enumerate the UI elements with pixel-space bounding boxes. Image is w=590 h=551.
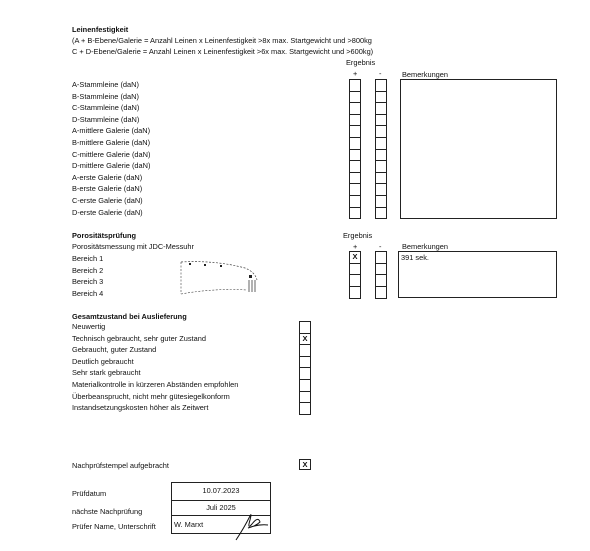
leinen-item: C-Stammleine (daN) [72, 103, 140, 113]
gesamt-item: Instandsetzungskosten höher als Zeitwert [72, 403, 209, 413]
poros-item: Bereich 1 [72, 254, 104, 263]
poros-plus-label: + [353, 242, 358, 251]
gesamt-item: Gebraucht, guter Zustand [72, 345, 157, 355]
leinen-item: B-mittlere Galerie (daN) [72, 138, 151, 147]
pruefdatum-value: 10.07.2023 [202, 486, 240, 495]
pruefdatum-field[interactable] [171, 482, 271, 501]
leinen-item: C-erste Galerie (daN) [72, 196, 143, 205]
leinen-rule-2: C + D-Ebene/Galerie = Anzahl Leinen x Leinenfestigkeit >6x max. Startgewicht und >600kg) [72, 47, 374, 56]
gesamt-item: Technisch gebraucht, sehr guter Zustand [72, 333, 206, 343]
leinen-minus-label: - [379, 69, 382, 78]
leinen-title: Leinenfestigkeit [72, 25, 129, 34]
leinen-minus-box[interactable] [375, 207, 387, 220]
stempel-label: Nachprüfstempel aufgebracht [72, 461, 169, 470]
signature-icon [228, 510, 272, 543]
leinen-plus-label: + [353, 69, 358, 78]
naechste-label: nächste Nachprüfung [72, 507, 143, 516]
gesamt-title: Gesamtzustand bei Auslieferung [72, 312, 187, 321]
pruefdatum-label: Prüfdatum [72, 489, 107, 498]
leinen-ergebnis-label: Ergebnis [346, 58, 376, 67]
poros-plus-box[interactable]: X [349, 251, 361, 264]
poros-minus-box[interactable] [375, 286, 387, 299]
wing-sketch-icon [175, 258, 265, 298]
poros-bemerkungen-label: Bemerkungen [402, 242, 449, 251]
leinen-item: B-Stammleine (daN) [72, 91, 139, 101]
leinen-item: C-mittlere Galerie (daN) [72, 149, 151, 159]
gesamt-item: Überbeansprucht, nicht mehr gütesiegelkonform [72, 391, 230, 401]
leinen-item: D-Stammleine (daN) [72, 114, 140, 124]
stempel-checkbox[interactable]: X [299, 459, 311, 470]
leinen-item: B-erste Galerie (daN) [72, 184, 143, 194]
leinen-item: A-erste Galerie (daN) [72, 172, 143, 182]
leinen-rule-1: (A + B-Ebene/Galerie = Anzahl Leinen x Leinenfestigkeit >8x max. Startgewicht und >800kg [72, 36, 372, 45]
poros-remark: 391 sek. [401, 253, 429, 262]
gesamt-item: Deutlich gebraucht [72, 356, 134, 366]
pruefer-label: Prüfer Name, Unterschrift [72, 522, 156, 531]
leinen-plus-box[interactable] [349, 207, 361, 220]
poros-ergebnis-label: Ergebnis [343, 231, 373, 240]
leinen-item: A-mittlere Galerie (daN) [72, 126, 151, 136]
leinen-item: A-Stammleine (daN) [72, 80, 139, 89]
naechste-value: Juli 2025 [206, 503, 236, 512]
gesamt-item: Materialkontrolle in kürzeren Abständen empfohlen [72, 380, 239, 389]
poros-minus-label: - [379, 242, 382, 251]
pruefer-value: W. Marxt [174, 520, 204, 529]
gesamt-item: Sehr stark gebraucht [72, 368, 141, 378]
leinen-item: D-mittlere Galerie (daN) [72, 161, 151, 171]
poros-bemerkungen-box[interactable] [398, 251, 557, 298]
gesamt-checkbox[interactable] [299, 402, 311, 415]
poros-item: Bereich 2 [72, 265, 104, 275]
leinen-item: D-erste Galerie (daN) [72, 207, 143, 217]
poros-title: Porositätsprüfung [72, 231, 137, 240]
leinen-bemerkungen-box[interactable] [400, 79, 557, 219]
poros-item: Bereich 3 [72, 277, 104, 287]
gesamt-item: Neuwertig [72, 322, 106, 331]
leinen-bemerkungen-label: Bemerkungen [402, 70, 449, 79]
poros-item: Bereich 4 [72, 289, 104, 299]
poros-subtitle: Porositätsmessung mit JDC-Messuhr [72, 242, 194, 251]
poros-plus-box[interactable] [349, 286, 361, 299]
gesamt-checkbox[interactable]: X [299, 333, 311, 346]
